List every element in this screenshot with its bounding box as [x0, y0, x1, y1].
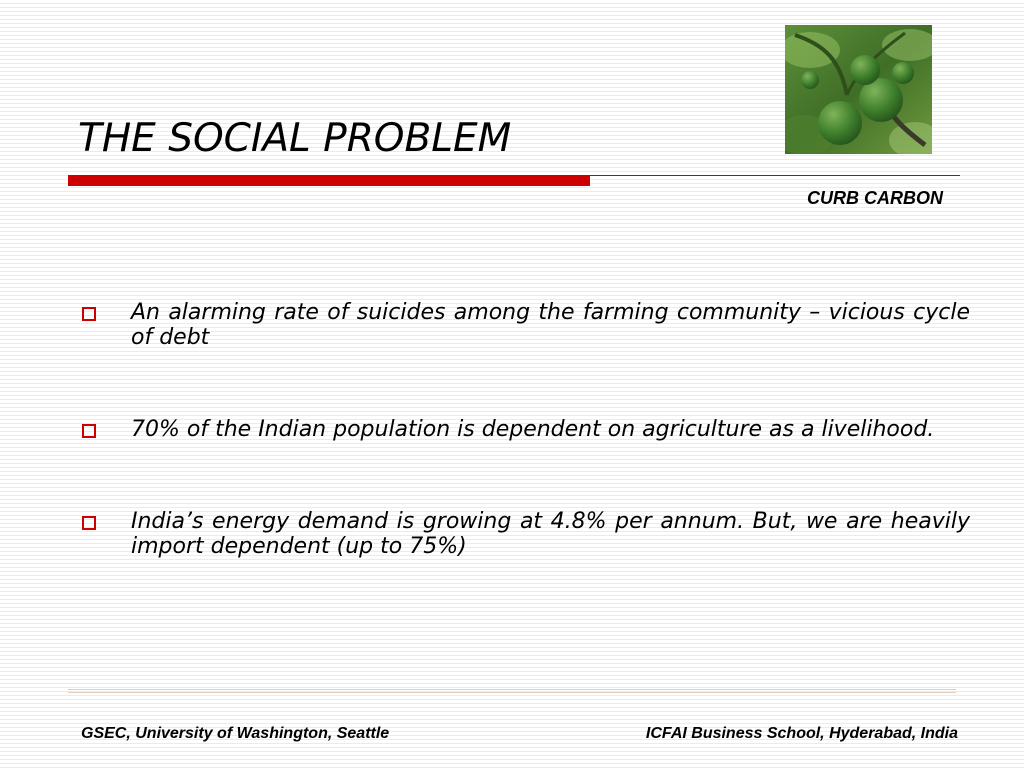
- list-item: [78, 509, 970, 559]
- list-item: [78, 300, 970, 350]
- jatropha-fruit-photo: [785, 25, 932, 154]
- title-underline-thin: [590, 175, 960, 176]
- bullet-text: An alarming rate of suicides among the farming community – vicious cycle of debt: [131, 300, 970, 350]
- square-bullet-icon: [82, 424, 96, 438]
- slide-subtitle: CURB CARBON: [807, 188, 943, 208]
- footer-right-text: ICFAI Business School, Hyderabad, India: [645, 725, 958, 742]
- square-bullet-icon: [82, 307, 96, 321]
- title-underline-thick: [68, 175, 590, 186]
- slide-title: THE SOCIAL PROBLEM: [78, 116, 512, 161]
- bullet-text: India’s energy demand is growing at 4.8% per annum. But, we are heavily import dependent (up to 75%): [131, 509, 970, 559]
- bullet-list: [78, 300, 970, 626]
- list-item: [78, 417, 970, 442]
- footer-left-text: GSEC, University of Washington, Seattle: [81, 725, 390, 742]
- square-bullet-icon: [82, 516, 96, 530]
- footer-divider: [68, 689, 956, 693]
- bullet-text: 70% of the Indian population is dependent on agriculture as a livelihood.: [131, 417, 935, 442]
